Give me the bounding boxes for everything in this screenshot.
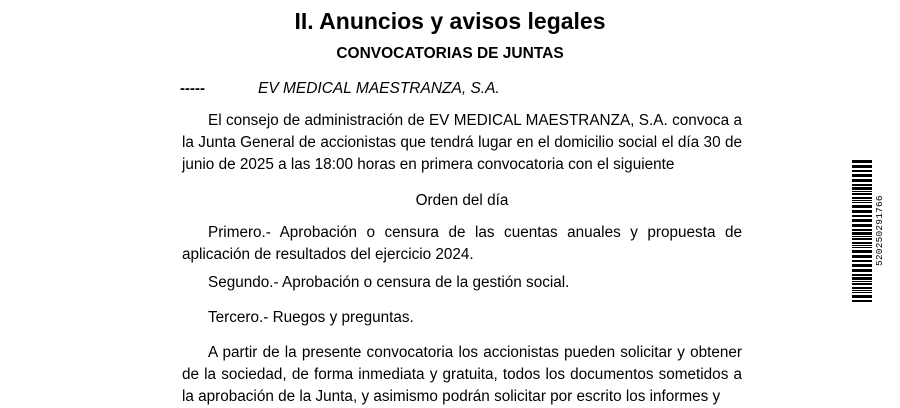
barcode-bar bbox=[852, 200, 872, 201]
barcode-bar bbox=[852, 264, 872, 267]
section-title: II. Anuncios y avisos legales bbox=[294, 8, 606, 34]
barcode-bar bbox=[852, 205, 872, 208]
barcode-bar bbox=[852, 238, 872, 240]
barcode bbox=[852, 160, 886, 302]
barcode-bar bbox=[852, 219, 872, 222]
barcode-bar bbox=[852, 281, 872, 282]
barcode-bar bbox=[852, 229, 872, 231]
barcode-bar bbox=[852, 179, 872, 182]
barcode-bar bbox=[852, 277, 872, 280]
barcode-bar bbox=[852, 300, 872, 302]
barcode-bar bbox=[852, 245, 872, 246]
barcode-bar bbox=[852, 242, 872, 244]
closing-paragraph: A partir de la presente convocatoria los accionistas pueden solicitar y obtener de la sociedad, de forma inmediata y gratuita, todos los documentos sometidos a la aprobación de la Junta, y asimismo podrán solicitar por escrito los informes y bbox=[182, 344, 742, 405]
barcode-number: 520250291766 bbox=[874, 195, 885, 267]
barcode-bar bbox=[852, 202, 872, 203]
barcode-bar bbox=[852, 193, 872, 195]
barcode-bar bbox=[852, 224, 872, 227]
barcode-bar bbox=[852, 197, 872, 199]
intro-paragraph: El consejo de administración de EV MEDICAL MAESTRANZA, S.A. convoca a la Junta General de accionistas que tendrá lugar en el domicilio social el día 30 de junio de 2025 a las 18:00 horas en primera convocatoria con el siguiente bbox=[182, 112, 742, 173]
barcode-bar bbox=[852, 290, 872, 291]
barcode-bar bbox=[852, 215, 872, 217]
barcode-bar bbox=[852, 247, 872, 248]
barcode-bar bbox=[852, 274, 872, 276]
barcode-bar bbox=[852, 232, 872, 235]
barcode-bar bbox=[852, 174, 872, 177]
barcode-bar bbox=[852, 269, 872, 272]
agenda-title: Orden del día bbox=[415, 192, 509, 209]
barcode-bar bbox=[852, 260, 872, 262]
agenda-item-third: Tercero.- Ruegos y preguntas. bbox=[208, 309, 414, 326]
barcode-bar bbox=[852, 160, 872, 163]
notice-separator: ----- bbox=[180, 80, 205, 97]
barcode-bar bbox=[852, 283, 872, 285]
barcode-bar bbox=[852, 184, 872, 186]
subsection-title: CONVOCATORIAS DE JUNTAS bbox=[336, 45, 564, 62]
barcode-bars bbox=[852, 160, 872, 302]
agenda-item-first: Primero.- Aprobación o censura de las cuentas anuales y propuesta de aplicación de resultados del ejercicio 2024. bbox=[182, 224, 742, 263]
company-name: EV MEDICAL MAESTRANZA, S.A. bbox=[258, 80, 500, 97]
barcode-bar bbox=[852, 250, 872, 253]
barcode-bar bbox=[852, 165, 872, 168]
barcode-bar bbox=[852, 170, 872, 172]
barcode-bar bbox=[852, 287, 872, 289]
barcode-bar bbox=[852, 210, 872, 213]
barcode-bar bbox=[852, 187, 872, 190]
barcode-bar bbox=[852, 236, 872, 237]
barcode-bar bbox=[852, 292, 872, 293]
barcode-bar bbox=[852, 295, 872, 298]
barcode-bar bbox=[852, 255, 872, 258]
agenda-item-second: Segundo.- Aprobación o censura de la gestión social. bbox=[208, 274, 570, 291]
barcode-bar bbox=[852, 191, 872, 192]
